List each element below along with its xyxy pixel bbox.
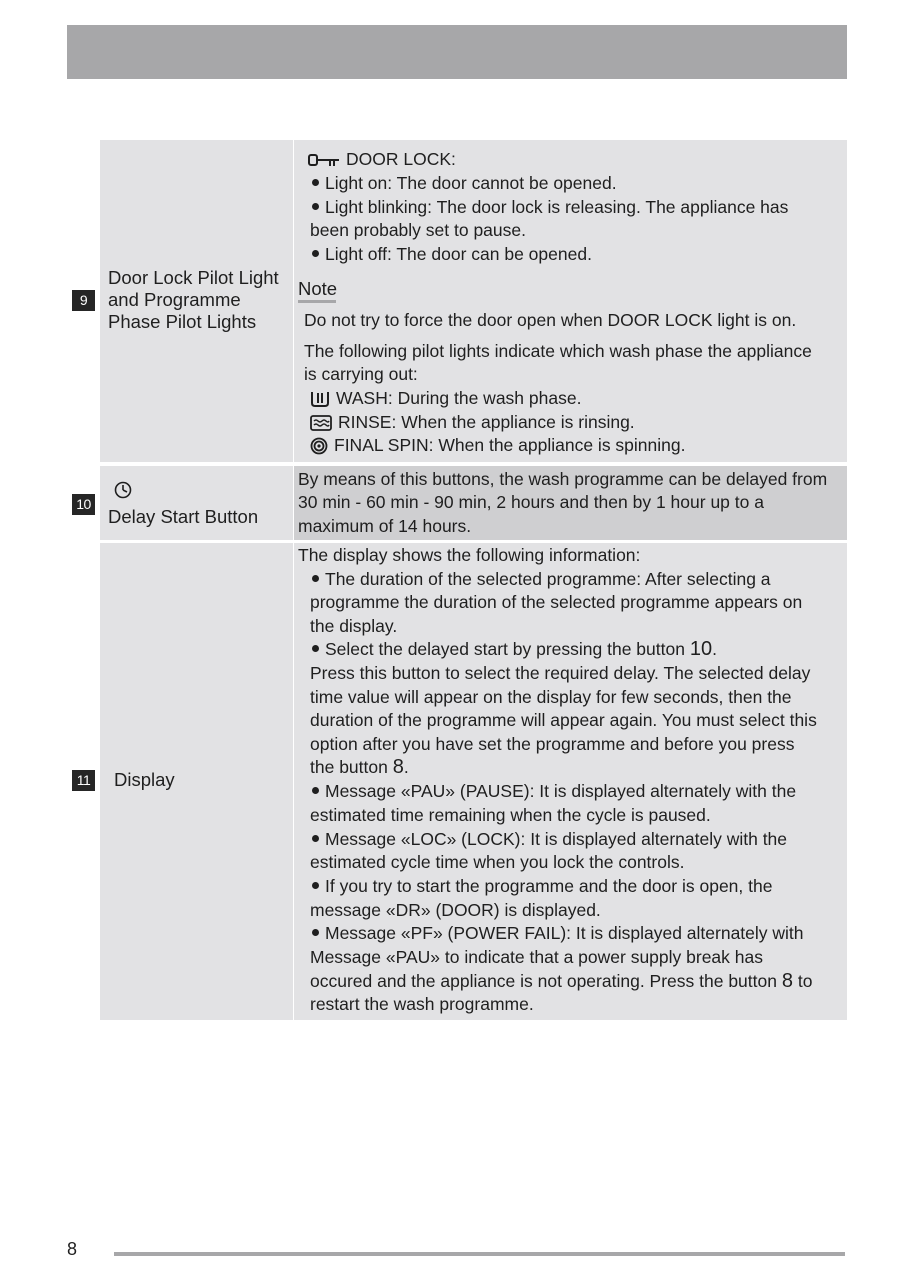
- phase-text: RINSE: When the appliance is rinsing.: [338, 412, 635, 432]
- list-item: [312, 922, 804, 946]
- list-line: restart the wash programme.: [310, 994, 534, 1014]
- door-lock-title: DOOR LOCK:: [346, 149, 456, 169]
- list-item: [312, 568, 771, 592]
- row11-label: Display: [114, 769, 175, 790]
- list-item-continued: been probably set to pause.: [310, 220, 526, 240]
- bullet: [312, 575, 319, 582]
- list-line: estimated cycle time when you lock the controls.: [310, 852, 685, 872]
- button-number: 8: [781, 970, 793, 992]
- list-item: [312, 828, 787, 852]
- display-intro: The display shows the following information:: [298, 545, 641, 565]
- wash-icon: [310, 391, 330, 407]
- list-item: [312, 780, 796, 804]
- list-item: [312, 875, 772, 899]
- line-text: to: [792, 971, 813, 991]
- list-item: [312, 196, 788, 220]
- bullet-text: Light blinking: The door lock is releasing. The appliance has: [325, 197, 789, 217]
- bullet: [312, 787, 319, 794]
- line-text: occured and the appliance is not operating. Press the button: [310, 971, 777, 991]
- row-number-11: 11: [72, 770, 95, 791]
- row10-text: 30 min - 60 min - 90 min, 2 hours and then by 1 hour up to a: [298, 492, 764, 512]
- list-line: the display.: [310, 616, 398, 636]
- row10-text: By means of this buttons, the wash programme can be delayed from: [298, 469, 828, 489]
- phase-wash: [310, 387, 581, 411]
- row-number-9: 9: [72, 290, 95, 311]
- bullet: [312, 250, 319, 257]
- list-line: [310, 756, 409, 780]
- list-line: duration of the programme will appear again. You must select this: [310, 710, 817, 730]
- row9-label: [108, 267, 279, 333]
- note-title: Note: [298, 278, 338, 299]
- list-item: [312, 172, 617, 196]
- row-number-10: 10: [72, 494, 95, 515]
- bullet: [312, 929, 319, 936]
- page-number: 8: [67, 1239, 78, 1259]
- key-icon: [308, 153, 340, 167]
- row9-label-line: and Programme: [108, 289, 241, 310]
- header-bar: [67, 25, 847, 79]
- line-text: the button: [310, 757, 388, 777]
- bullet-text: The duration of the selected programme: After selecting a: [325, 569, 771, 589]
- list-line: programme the duration of the selected programme appears on: [310, 592, 803, 612]
- row9-label-line: Phase Pilot Lights: [108, 311, 257, 332]
- bullet: [312, 835, 319, 842]
- row10-label: Delay Start Button: [108, 506, 259, 527]
- bullet: [312, 203, 319, 210]
- list-line: message «DR» (DOOR) is displayed.: [310, 900, 601, 920]
- bullet-text: Message «PF» (POWER FAIL): It is displayed alternately with: [325, 923, 804, 943]
- button-number: 8: [392, 756, 404, 778]
- note-underline: [298, 300, 336, 303]
- phase-rinse: [310, 411, 635, 435]
- row10-text: maximum of 14 hours.: [298, 516, 472, 536]
- footer-rule: [114, 1252, 845, 1256]
- list-line: estimated time remaining when the cycle is paused.: [310, 805, 711, 825]
- phase-intro: is carrying out:: [304, 364, 418, 384]
- bullet-text: Light on: The door cannot be opened.: [325, 173, 617, 193]
- phase-spin: [310, 434, 685, 458]
- list-line: option after you have set the programme and before you press: [310, 734, 795, 754]
- spin-icon: [310, 437, 328, 455]
- row9-label-line: Door Lock Pilot Light: [108, 267, 279, 288]
- list-line: Message «PAU» to indicate that a power supply break has: [310, 947, 763, 967]
- bullet: [312, 179, 319, 186]
- list-item: [312, 638, 717, 662]
- punct: .: [712, 639, 717, 659]
- delay-clock-icon: [114, 481, 132, 499]
- list-item: [312, 243, 592, 267]
- bullet-text: Select the delayed start by pressing the button: [325, 639, 685, 659]
- bullet: [312, 882, 319, 889]
- door-lock-heading: [308, 148, 456, 172]
- phase-text: WASH: During the wash phase.: [336, 388, 582, 408]
- row10-label-cell: [100, 466, 293, 540]
- bullet-text: Message «LOC» (LOCK): It is displayed alternately with the: [325, 829, 788, 849]
- punct: .: [403, 757, 409, 777]
- phase-intro: The following pilot lights indicate which wash phase the appliance: [304, 341, 812, 361]
- note-text: Do not try to force the door open when DOOR LOCK light is on.: [304, 310, 797, 330]
- bullet: [312, 645, 319, 652]
- button-number: 10: [689, 638, 713, 660]
- rinse-icon: [310, 415, 332, 431]
- bullet-text: Light off: The door can be opened.: [325, 244, 592, 264]
- list-line: Press this button to select the required delay. The selected delay: [310, 663, 811, 683]
- list-line: time value will appear on the display for few seconds, then the: [310, 687, 792, 707]
- phase-text: FINAL SPIN: When the appliance is spinning.: [334, 435, 686, 455]
- bullet-text: If you try to start the programme and the door is open, the: [325, 876, 773, 896]
- list-line: [310, 970, 812, 994]
- bullet-text: Message «PAU» (PAUSE): It is displayed alternately with the: [325, 781, 797, 801]
